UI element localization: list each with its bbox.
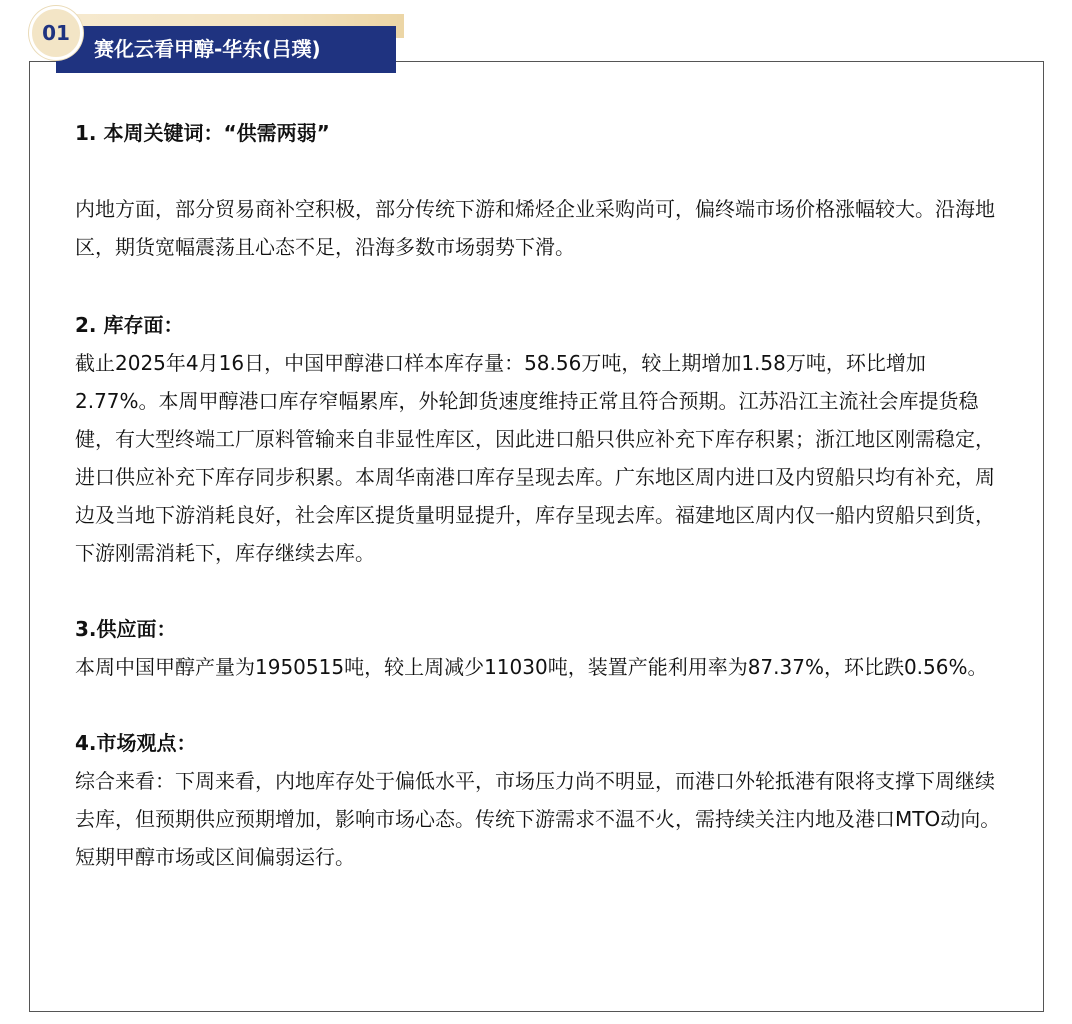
section-1-heading: 1. 本周关键词：“供需两弱” — [75, 121, 330, 145]
section-3-body: 本周中国甲醇产量为1950515吨，较上周减少11030吨，装置产能利用率为87.37%，环比跌0.56%。 — [75, 655, 988, 679]
section-2-heading: 2. 库存面： — [75, 313, 184, 337]
section-4-heading: 4.市场观点： — [75, 731, 197, 755]
spacer — [75, 572, 1005, 610]
article-body — [75, 114, 1005, 876]
section-2-body: 截止2025年4月16日，中国甲醇港口样本库存量：58.56万吨，较上期增加1.58万吨，环比增加2.77%。本周甲醇港口库存窄幅累库，外轮卸货速度维持正常且符合预期。江苏沿江主流社会库提货稳健，有大型终端工厂原料管输来自非显性库区，因此进口船只供应补充下库存积累；浙江地区刚需稳定，进口供应补充下库存同步积累。本周华南港口库存呈现去库。广东地区周内进口及内贸船只均有补充，周边及当地下游消耗良好，社会库区提货量明显提升，库存呈现去库。福建地区周内仅一船内贸船只到货，下游刚需消耗下，库存继续去库。 — [75, 351, 995, 565]
section-number-badge: 01 — [29, 6, 83, 60]
spacer — [75, 686, 1005, 724]
spacer — [75, 266, 1005, 304]
section-4-body: 综合来看：下周来看，内地库存处于偏低水平，市场压力尚不明显，而港口外轮抵港有限将支撑下周继续去库，但预期供应预期增加，影响市场心态。传统下游需求不温不火，需持续关注内地及港口MTO动向。短期甲醇市场或区间偏弱运行。 — [75, 769, 1001, 869]
page-title: 赛化云看甲醇-华东(吕璞) — [56, 26, 396, 73]
section-1-body: 内地方面，部分贸易商补空积极，部分传统下游和烯烃企业采购尚可，偏终端市场价格涨幅较大。沿海地区，期货宽幅震荡且心态不足，沿海多数市场弱势下滑。 — [75, 197, 995, 259]
section-3-heading: 3.供应面： — [75, 617, 177, 641]
